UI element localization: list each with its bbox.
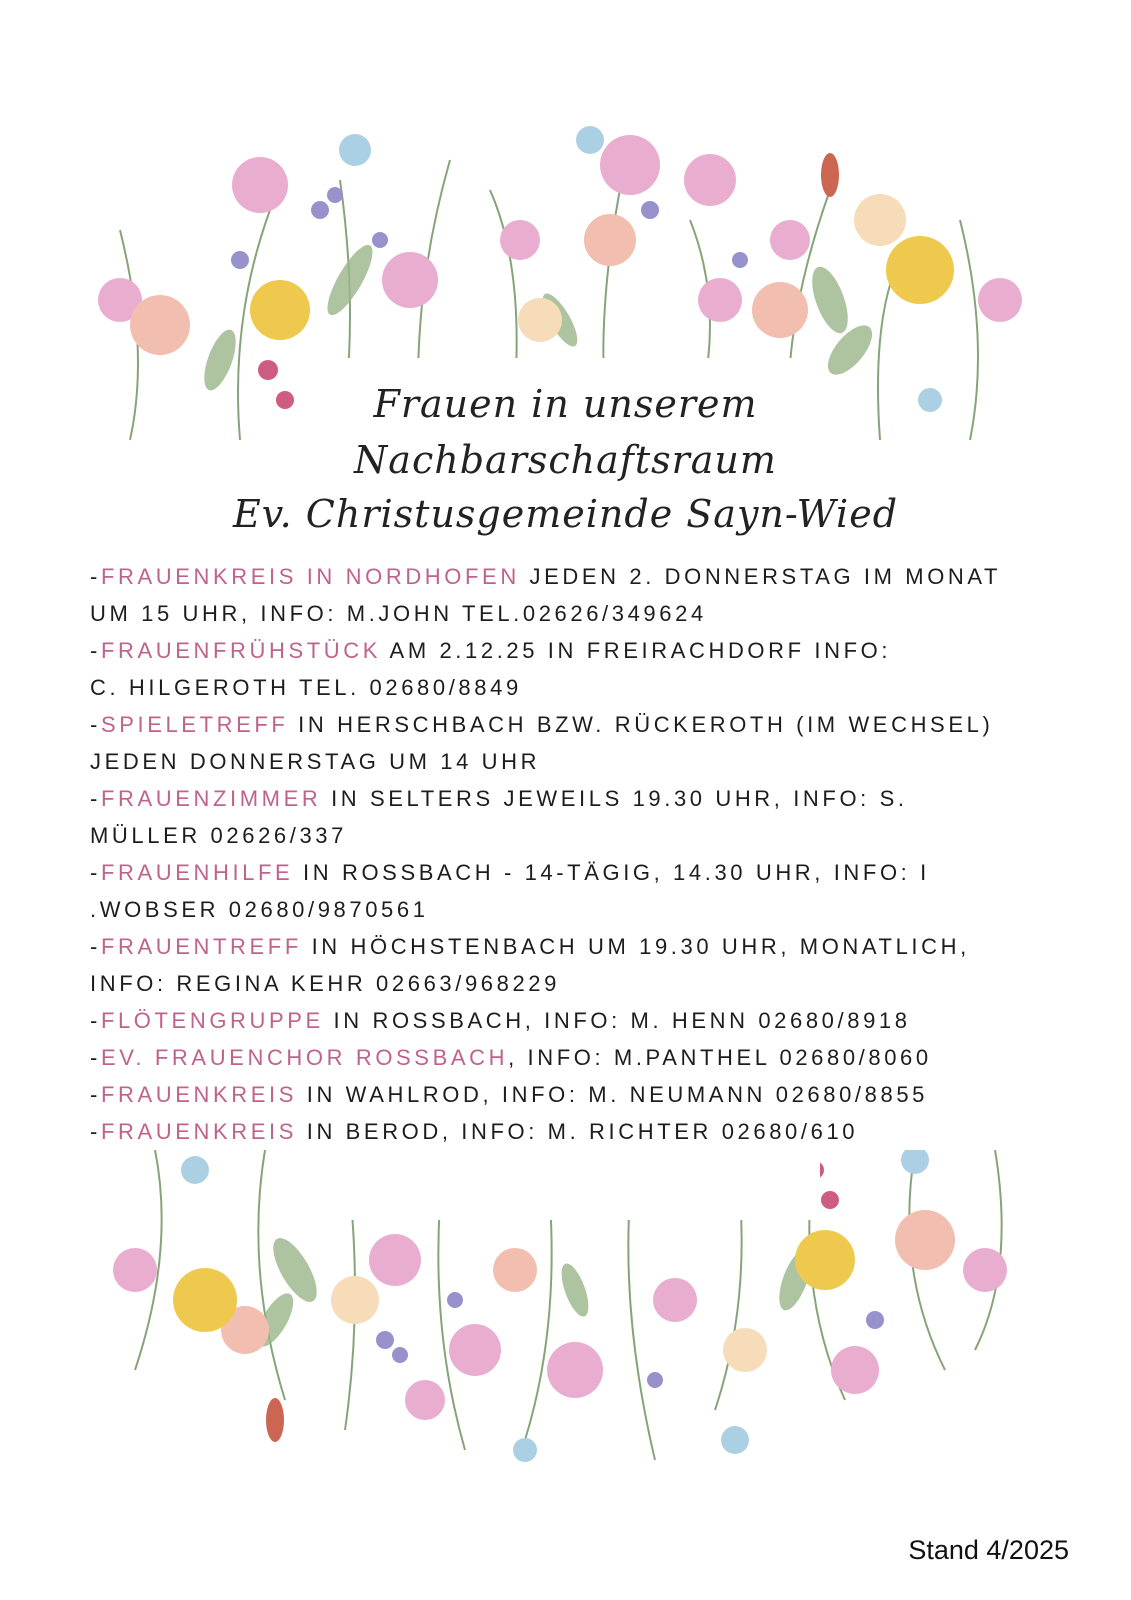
title-line-3: Ev. Christusgemeinde Sayn-Wied — [232, 492, 899, 536]
event-line — [90, 817, 1050, 854]
dash: - — [90, 564, 101, 589]
event-line — [90, 1002, 1050, 1039]
event-name: FRAUENKREIS IN NORDHOFEN — [100, 564, 520, 589]
event-details: IN BEROD, INFO: M. RICHTER 02680/610 — [297, 1119, 859, 1144]
event-name: FRAUENZIMMER — [100, 786, 322, 811]
dash: - — [90, 1008, 101, 1033]
event-line — [90, 743, 1050, 780]
event-line — [90, 891, 1050, 928]
event-name: FRAUENFRÜHSTÜCK — [100, 638, 382, 663]
dash: - — [90, 1119, 101, 1144]
event-details: JEDEN DONNERSTAG UM 14 UHR — [90, 749, 541, 774]
event-details: IN HÖCHSTENBACH UM 19.30 UHR, MONATLICH, — [301, 934, 970, 959]
event-line — [90, 928, 1050, 965]
dash: - — [90, 786, 101, 811]
event-details: IN HERSCHBACH BZW. RÜCKEROTH (IM WECHSEL) — [288, 712, 994, 737]
event-details: IN WAHLROD, INFO: M. NEUMANN 02680/8855 — [297, 1082, 928, 1107]
event-details: INFO: REGINA KEHR 02663/968229 — [90, 971, 560, 996]
event-line — [90, 706, 1050, 743]
event-line — [90, 595, 1050, 632]
event-details: MÜLLER 02626/337 — [90, 823, 347, 848]
event-name: FRAUENHILFE — [100, 860, 294, 885]
stand-date: Stand 4/2025 — [908, 1535, 1069, 1565]
event-details: IN ROSSBACH - 14-TÄGIG, 14.30 UHR, INFO: I — [293, 860, 930, 885]
event-line — [90, 632, 1050, 669]
event-line — [90, 854, 1050, 891]
event-name: FRAUENKREIS — [100, 1119, 298, 1144]
event-line — [90, 780, 1050, 817]
event-name: FLÖTENGRUPPE — [100, 1008, 324, 1033]
dash: - — [90, 712, 101, 737]
event-line — [90, 558, 1050, 595]
event-details: AM 2.12.25 IN FREIRACHDORF INFO: — [381, 638, 892, 663]
event-name: FRAUENKREIS — [100, 1082, 298, 1107]
event-line — [90, 1039, 1050, 1076]
event-name: FRAUENTREFF — [100, 934, 302, 959]
events-list — [90, 558, 1050, 1150]
event-details: JEDEN 2. DONNERSTAG IM MONAT — [519, 564, 1002, 589]
event-name: SPIELETREFF — [100, 712, 289, 737]
dash: - — [90, 934, 101, 959]
title-line-2: Nachbarschaftsraum — [354, 438, 777, 482]
event-details: IN ROSSBACH, INFO: M. HENN 02680/8918 — [323, 1008, 911, 1033]
event-details: .WOBSER 02680/9870561 — [90, 897, 429, 922]
event-line — [90, 965, 1050, 1002]
event-line — [90, 1076, 1050, 1113]
dash: - — [90, 1045, 101, 1070]
event-details: UM 15 UHR, INFO: M.JOHN TEL.02626/349624 — [90, 601, 707, 626]
event-line — [90, 669, 1050, 706]
event-line — [90, 1113, 1050, 1150]
event-details: , INFO: M.PANTHEL 02680/8060 — [508, 1045, 932, 1070]
event-details: IN SELTERS JEWEILS 19.30 UHR, INFO: S. — [321, 786, 908, 811]
dash: - — [90, 860, 101, 885]
dash: - — [90, 1082, 101, 1107]
event-name: EV. FRAUENCHOR ROSSBACH — [100, 1045, 509, 1070]
title-line-1: Frauen in unserem — [373, 382, 758, 426]
event-details: C. HILGEROTH TEL. 02680/8849 — [90, 675, 522, 700]
dash: - — [90, 638, 101, 663]
